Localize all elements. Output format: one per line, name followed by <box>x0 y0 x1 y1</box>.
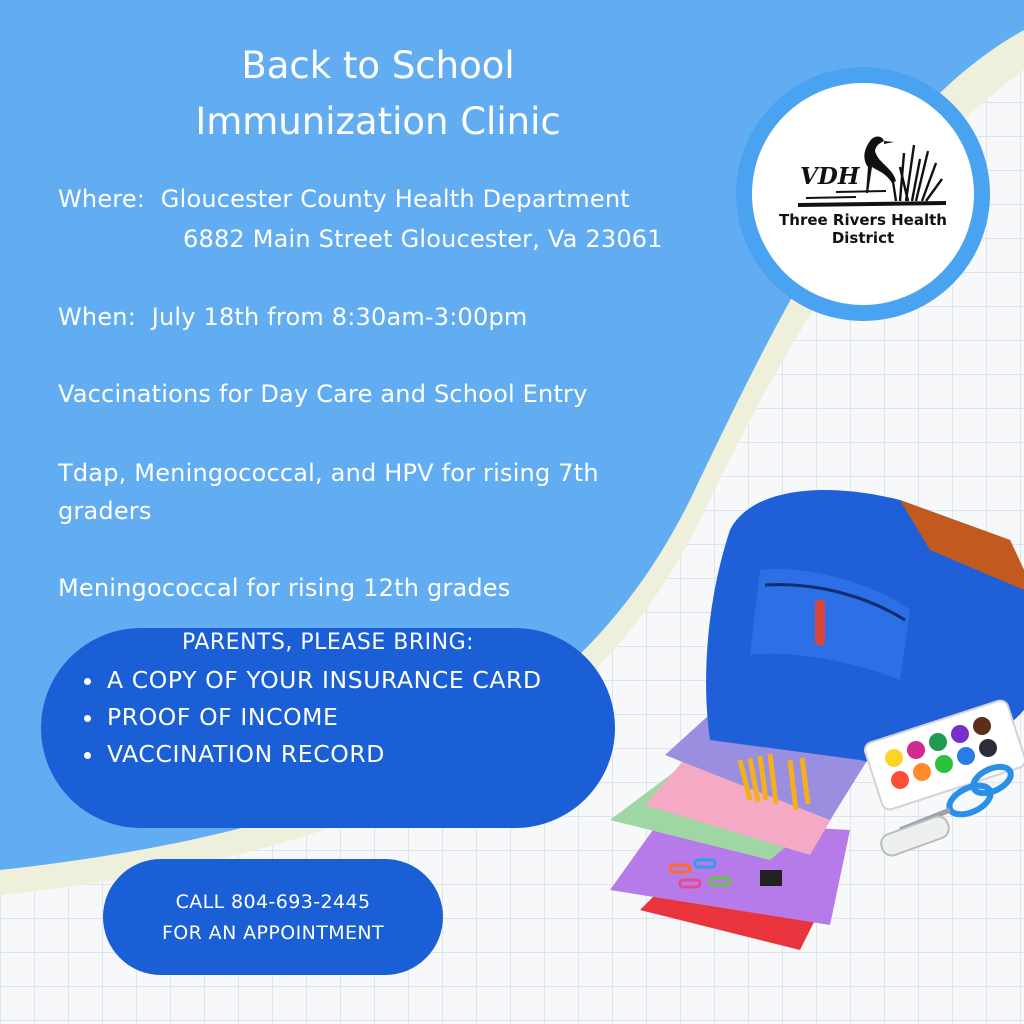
zipper-pull <box>815 600 825 645</box>
school-supplies-illustration <box>600 470 1024 970</box>
logo-disc <box>752 83 974 305</box>
vdh-logo <box>736 67 990 321</box>
logo-abbr: VDH <box>800 163 860 190</box>
bring-title: PARENTS, PLEASE BRING: <box>181 630 475 655</box>
rising-7th-text-2: graders <box>58 497 152 525</box>
bring-item-insurance: • A COPY OF YOUR INSURANCE CARD <box>105 662 575 699</box>
bring-item-income: • PROOF OF INCOME <box>105 699 575 736</box>
title-line-1: Back to School <box>241 44 515 87</box>
where-label: Where: <box>58 185 146 213</box>
bring-list-box <box>41 628 615 828</box>
vaccinations-text: Vaccinations for Day Care and School Entry <box>58 380 588 408</box>
where-line <box>58 181 630 217</box>
where-address: 6882 Main Street Gloucester, Va 23061 <box>183 225 663 253</box>
when-value: July 18th from 8:30am-3:00pm <box>151 303 528 331</box>
when-line <box>58 299 528 335</box>
where-place: Gloucester County Health Department <box>160 185 630 213</box>
title-line-2: Immunization Clinic <box>195 100 561 143</box>
stapler <box>878 814 951 859</box>
logo-name <box>772 211 954 247</box>
rising-12th-text: Meningococcal for rising 12th grades <box>58 574 511 602</box>
logo-name-line-1: Three Rivers Health <box>779 211 947 229</box>
call-phone-text: CALL 804-693-2445 <box>175 891 371 913</box>
logo-name-line-2: District <box>831 229 895 247</box>
binder-clip <box>760 870 782 886</box>
rising-7th-text-1: Tdap, Meningococcal, and HPV for rising 7th <box>58 459 599 487</box>
bring-item-record: • VACCINATION RECORD <box>105 736 575 773</box>
call-appointment-text: FOR AN APPOINTMENT <box>161 922 385 944</box>
heron-icon <box>796 123 946 213</box>
when-label: When: <box>58 303 137 331</box>
call-button[interactable] <box>103 859 443 975</box>
bring-list <box>79 662 575 773</box>
page-title <box>100 38 656 150</box>
